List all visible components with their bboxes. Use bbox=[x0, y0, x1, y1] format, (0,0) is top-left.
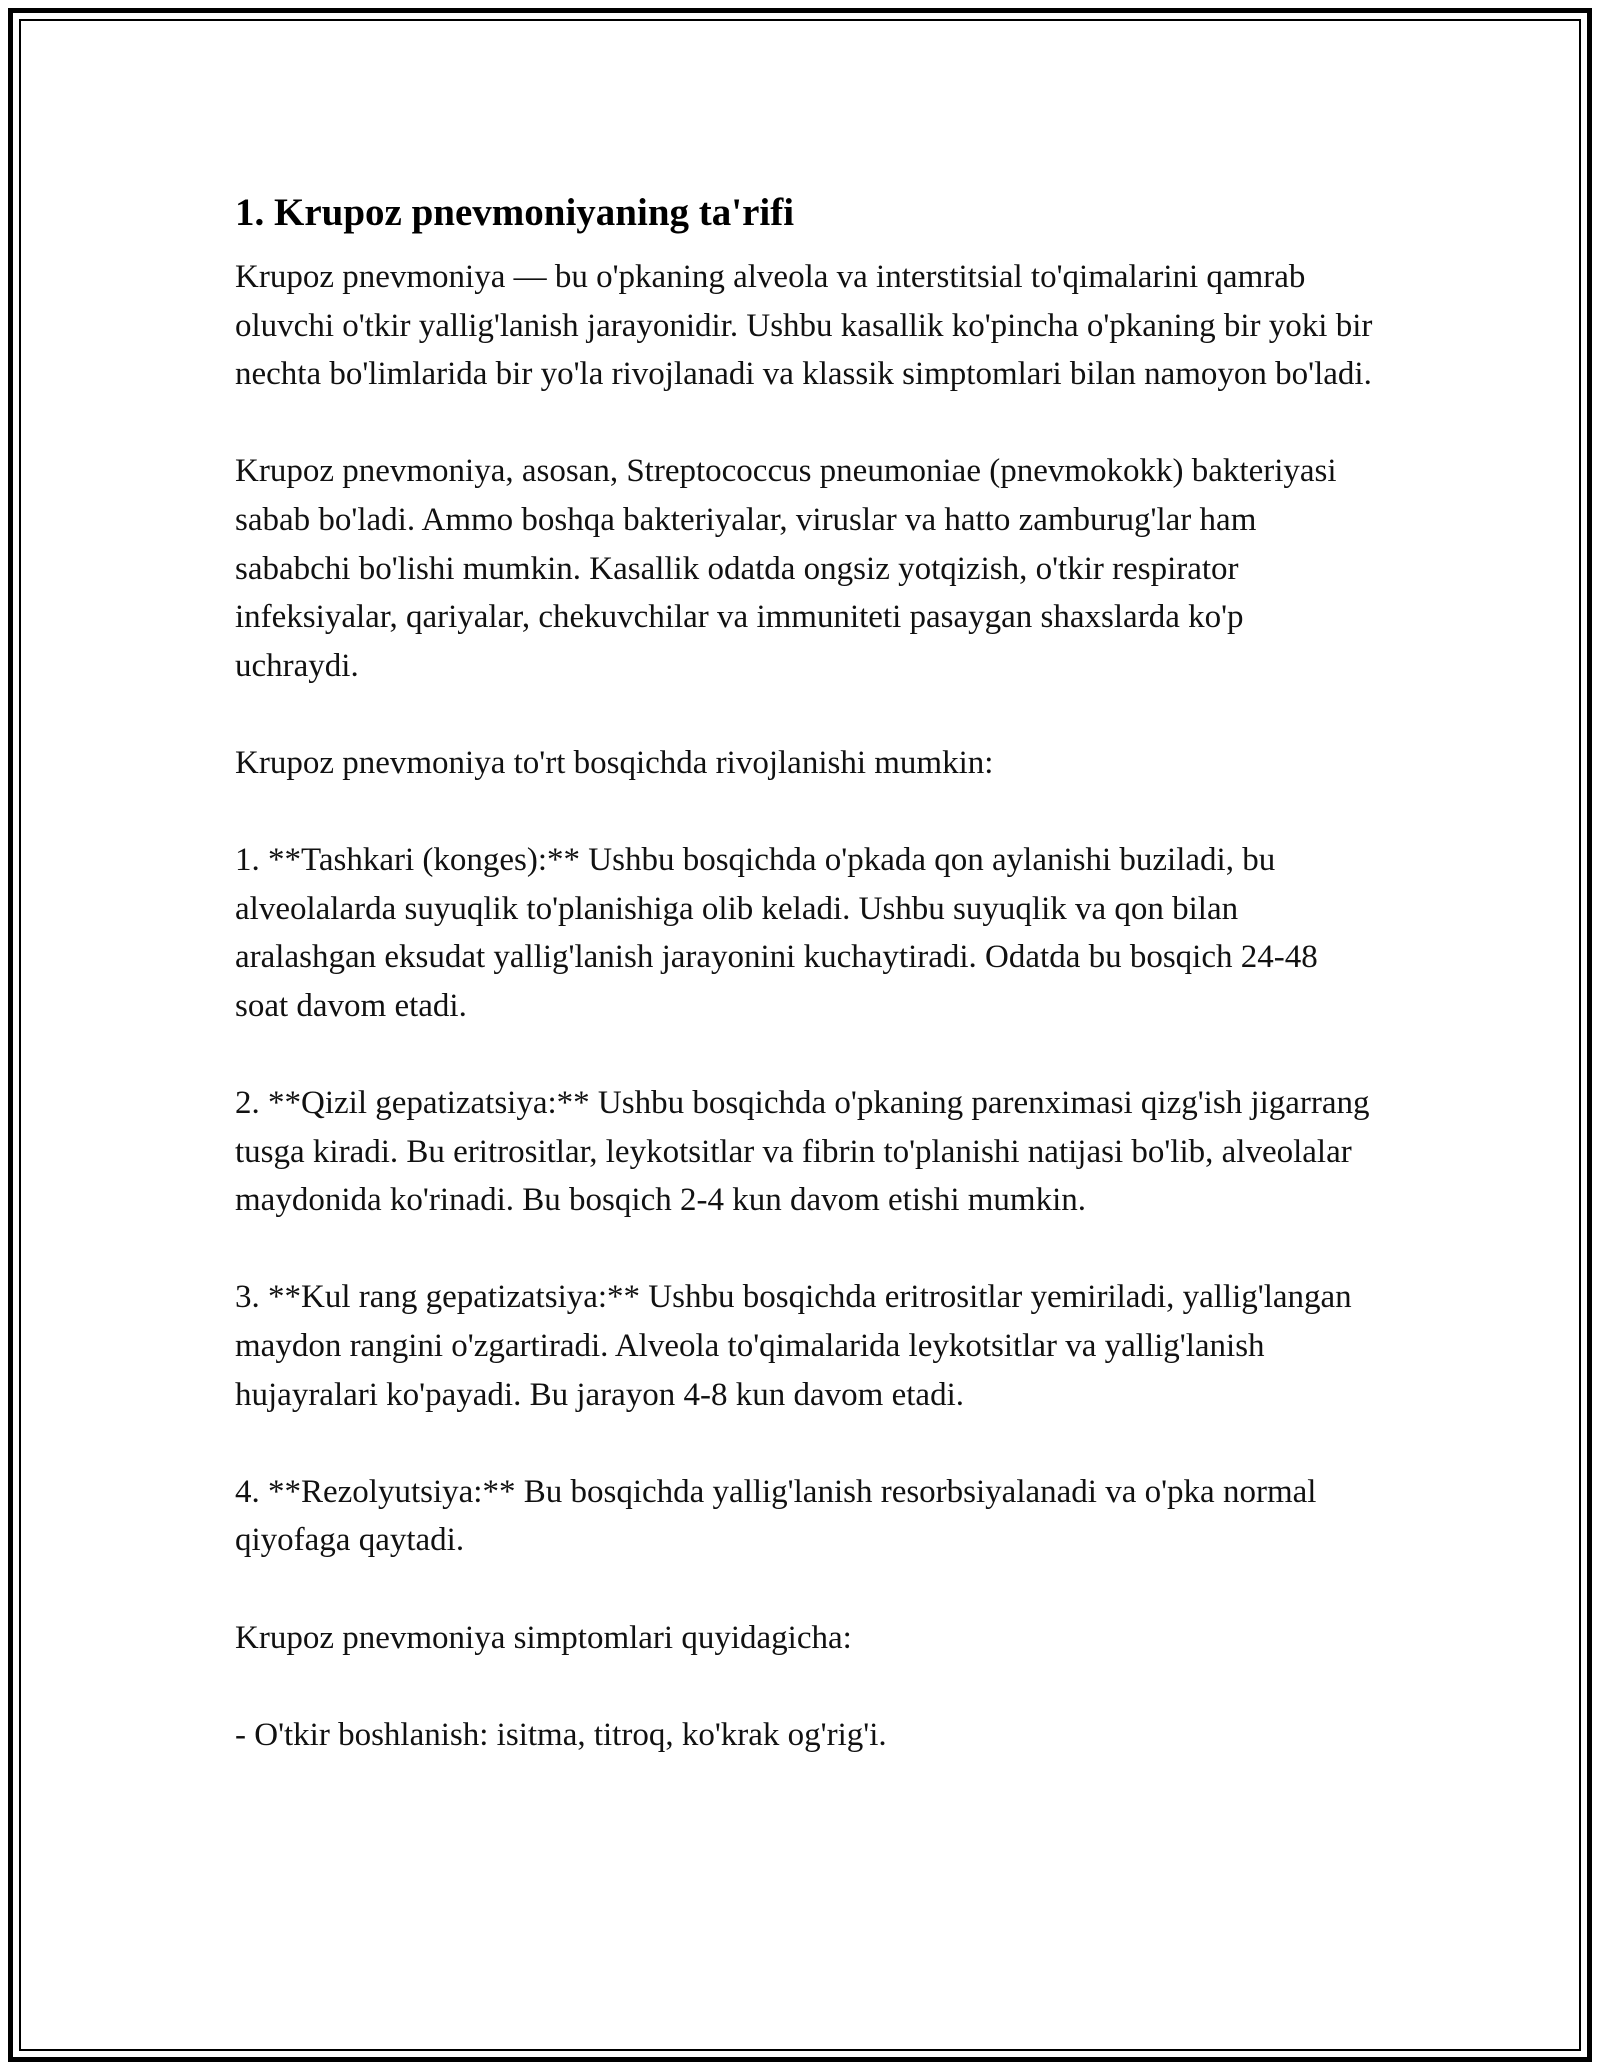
paragraph-symptoms-intro: Krupoz pnevmoniya simptomlari quyidagicha: bbox=[235, 1619, 852, 1656]
paragraph-definition: Krupoz pnevmoniya — bu o'pkaning alveola va interstitsial to'qimalarini qamrab oluvchi o'tkir yallig'lanish jarayonidir. Ushbu kasallik ko'pincha o'pkaning bir yoki bir nechta bo'limlarida bir yo'la rivojlanadi va klassik simptomlari bilan namoyon bo'ladi. bbox=[235, 259, 1373, 393]
section-heading: 1. Krupoz pnevmoniyaning ta'rifi bbox=[235, 191, 795, 234]
paragraph-symptom-item: - O'tkir boshlanish: isitma, titroq, ko'krak og'rig'i. bbox=[235, 1716, 887, 1753]
paragraph-stage-4: 4. **Rezolyutsiya:** Bu bosqichda yallig'lanish resorbsiyalanadi va o'pka normal qiyofaga qaytadi. bbox=[235, 1473, 1317, 1559]
document-body bbox=[235, 183, 1375, 1759]
paragraph-causes: Krupoz pnevmoniya, asosan, Streptococcus pneumoniae (pnevmokokk) bakteriyasi sabab bo'ladi. Ammo boshqa bakteriyalar, viruslar va hatto zamburug'lar ham sababchi bo'lishi mumkin. Kasallik odatda ongsiz yotqizish, o'tkir respirator infeksiyalar, qariyalar, chekuvchilar va immuniteti pasaygan shaxslarda ko'p uchraydi. bbox=[235, 453, 1337, 684]
paragraph-stage-1: 1. **Tashkari (konges):** Ushbu bosqichda o'pkada qon aylanishi buziladi, bu alveolalarda suyuqlik to'planishiga olib keladi. Ushbu suyuqlik va qon bilan aralashgan eksudat yallig'lanish jarayonini kuchaytiradi. Odatda bu bosqich 24-48 soat davom etadi. bbox=[235, 842, 1318, 1024]
paragraph-stage-2: 2. **Qizil gepatizatsiya:** Ushbu bosqichda o'pkaning parenximasi qizg'ish jigarrang tusga kiradi. Bu eritrositlar, leykotsitlar va fibrin to'planishi natijasi bo'lib, alveolalar maydonida ko'rinadi. Bu bosqich 2-4 kun davom etishi mumkin. bbox=[235, 1085, 1370, 1219]
paragraph-stages-intro: Krupoz pnevmoniya to'rt bosqichda rivojlanishi mumkin: bbox=[235, 744, 994, 781]
paragraph-stage-3: 3. **Kul rang gepatizatsiya:** Ushbu bosqichda eritrositlar yemiriladi, yallig'langan maydon rangini o'zgartiradi. Alveola to'qimalarida leykotsitlar va yallig'lanish hujayralari ko'payadi. Bu jarayon 4-8 kun davom etadi. bbox=[235, 1279, 1352, 1413]
